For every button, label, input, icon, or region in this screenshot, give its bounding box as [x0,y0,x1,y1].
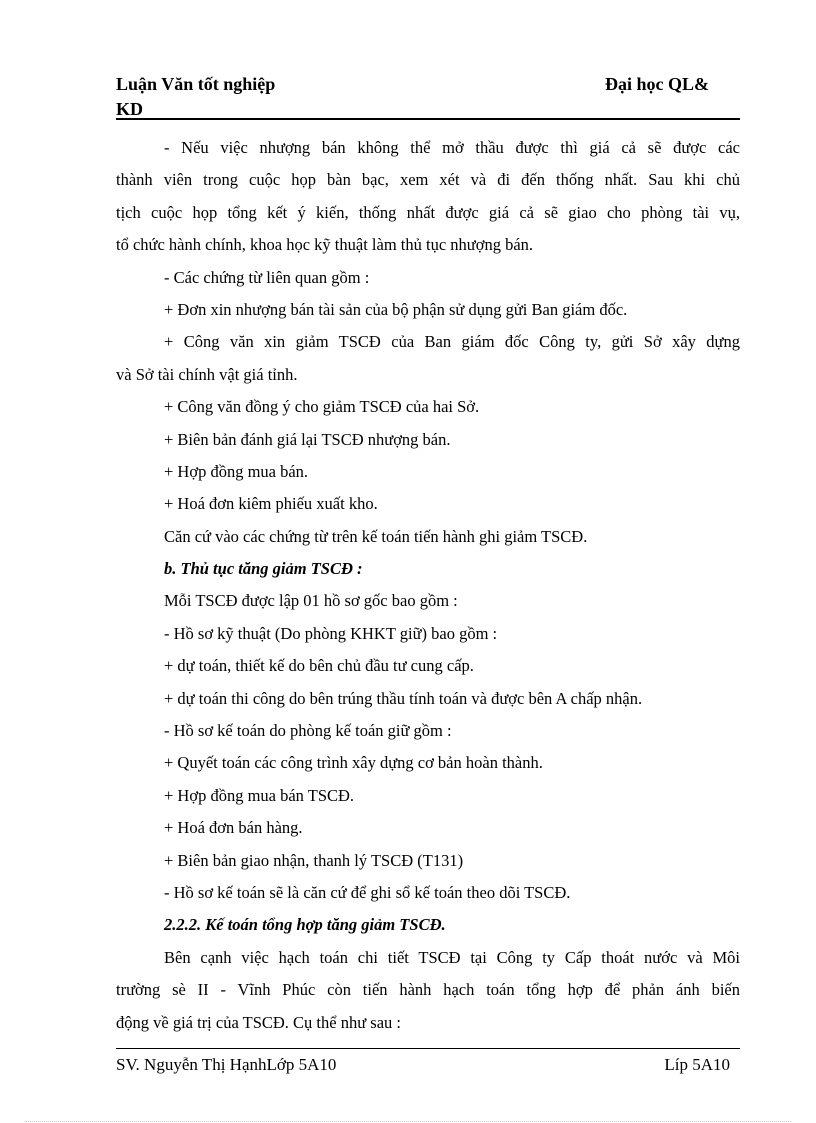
document-body [116,132,740,1039]
page-bottom-edge [25,1121,791,1122]
header-title-left: Luận Văn tốt nghiệp [116,74,276,94]
header-rule [116,118,740,120]
paragraph: + Công văn xin giảm TSCĐ của Ban giám đốc Công ty, gửi Sở xây dựng [164,332,740,352]
section-heading: 2.2.2. Kế toán tổng hợp tăng giảm TSCĐ. [164,915,446,935]
paragraph: + Hợp đồng mua bán. [164,461,309,481]
paragraph: - Hồ sơ kỹ thuật (Do phòng KHKT giữ) bao gồm : [164,623,498,643]
paragraph: + Hợp đồng mua bán TSCĐ. [164,785,355,805]
paragraph: + Biên bản đánh giá lại TSCĐ nhượng bán. [164,429,451,449]
footer-rule [116,1048,740,1049]
paragraph: + dự toán, thiết kế do bên chủ đầu tư cung cấp. [164,656,474,676]
footer-student: SV. Nguyễn Thị HạnhLớp 5A10 [116,1055,337,1074]
paragraph: + Biên bản giao nhận, thanh lý TSCĐ (T131) [164,850,464,870]
paragraph: Mỗi TSCĐ được lập 01 hồ sơ gốc bao gồm : [164,591,458,611]
section-heading: b. Thủ tục tăng giảm TSCĐ : [164,559,363,579]
paragraph: tịch cuộc họp tổng kết ý kiến, thống nhất được giá cả sẽ giao cho phòng tài vụ, [116,202,740,222]
paragraph: thành viên trong cuộc họp bàn bạc, xem xét và đi đến thống nhất. Sau khi chủ [116,170,740,190]
paragraph: - Nếu việc nhượng bán không thể mở thầu được thì giá cả sẽ được các [164,138,740,157]
header-title-left-line2: KD [116,99,143,119]
paragraph: tổ chức hành chính, khoa học kỹ thuật làm thủ tục nhượng bán. [116,235,534,255]
paragraph: + Quyết toán các công trình xây dựng cơ bản hoàn thành. [164,753,543,773]
paragraph: - Hồ sơ kế toán do phòng kế toán giữ gồm : [164,721,452,741]
paragraph: Bên cạnh việc hạch toán chi tiết TSCĐ tại Công ty Cấp thoát nước và Môi [164,947,740,967]
paragraph: và Sở tài chính vật giá tỉnh. [116,364,298,384]
paragraph: Căn cứ vào các chứng từ trên kế toán tiến hành ghi giảm TSCĐ. [164,526,588,546]
paragraph: + Hoá đơn kiêm phiếu xuất kho. [164,494,378,514]
paragraph: động về giá trị của TSCĐ. Cụ thể như sau : [116,1012,401,1032]
paragraph: + Đơn xin nhượng bán tài sản của bộ phận sử dụng gửi Ban giám đốc. [164,299,628,319]
paragraph: + Hoá đơn bán hàng. [164,818,303,838]
footer-class: Líp 5A10 [664,1055,730,1074]
paragraph: trường sè II - Vĩnh Phúc còn tiến hành hạch toán tổng hợp để phản ánh biến [116,980,740,1000]
paragraph: - Hồ sơ kế toán sẽ là căn cứ để ghi sổ kế toán theo dõi TSCĐ. [164,882,571,902]
header-title-right: Đại học QL& [605,74,710,94]
paragraph: + Công văn đồng ý cho giảm TSCĐ của hai Sở. [164,397,480,417]
paragraph: + dự toán thi công do bên trúng thầu tính toán và được bên A chấp nhận. [164,688,643,708]
paragraph: - Các chứng từ liên quan gồm : [164,267,370,287]
